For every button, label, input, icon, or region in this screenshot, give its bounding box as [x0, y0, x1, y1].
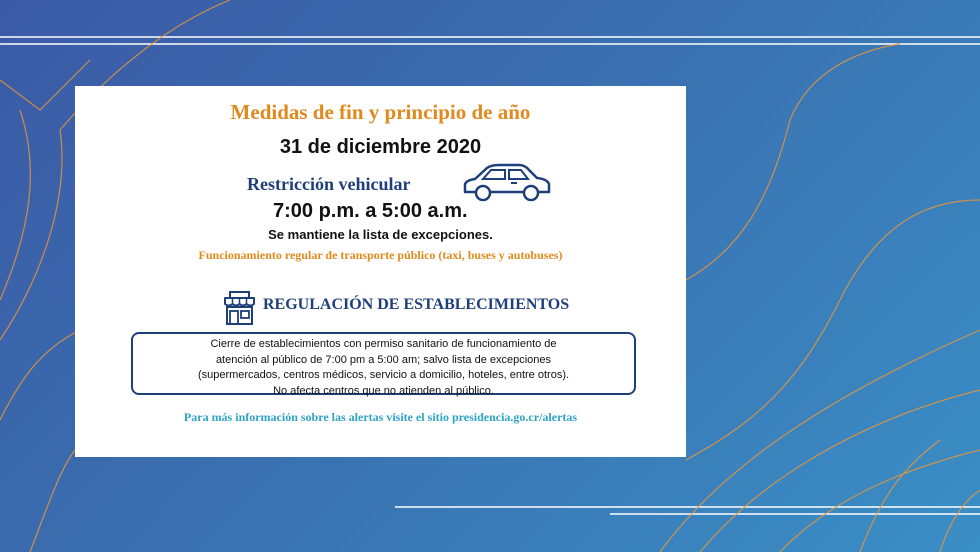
regulation-line: Cierre de establecimientos con permiso sanitario de funcionamiento de	[210, 338, 557, 350]
regulation-heading: REGULACIÓN DE ESTABLECIMIENTOS	[263, 296, 570, 313]
card-title: Medidas de fin y principio de año	[230, 100, 531, 124]
car-icon	[461, 162, 553, 206]
store-icon	[223, 290, 256, 326]
announcement-card	[75, 86, 686, 457]
regulation-line: No afecta centros que no atienden al público.	[273, 384, 494, 397]
regulation-box	[131, 332, 636, 395]
transport-note: Funcionamiento regular de transporte público (taxi, buses y autobuses)	[198, 248, 563, 262]
regulation-line: (supermercados, centros médicos, servicio a domicilio, hoteles, entre otros).	[197, 369, 570, 381]
restriction-heading: Restricción vehicular	[247, 174, 411, 194]
more-info-link[interactable]: Para más información sobre las alertas visite el sitio presidencia.go.cr/alertas	[183, 410, 578, 424]
restriction-time: 7:00 p.m. a 5:00 a.m.	[273, 200, 468, 222]
regulation-line: atención al público de 7:00 pm a 5:00 am; salvo lista de excepciones	[215, 353, 552, 366]
date-heading: 31 de diciembre 2020	[279, 136, 482, 158]
exceptions-note: Se mantiene la lista de excepciones.	[268, 227, 493, 242]
